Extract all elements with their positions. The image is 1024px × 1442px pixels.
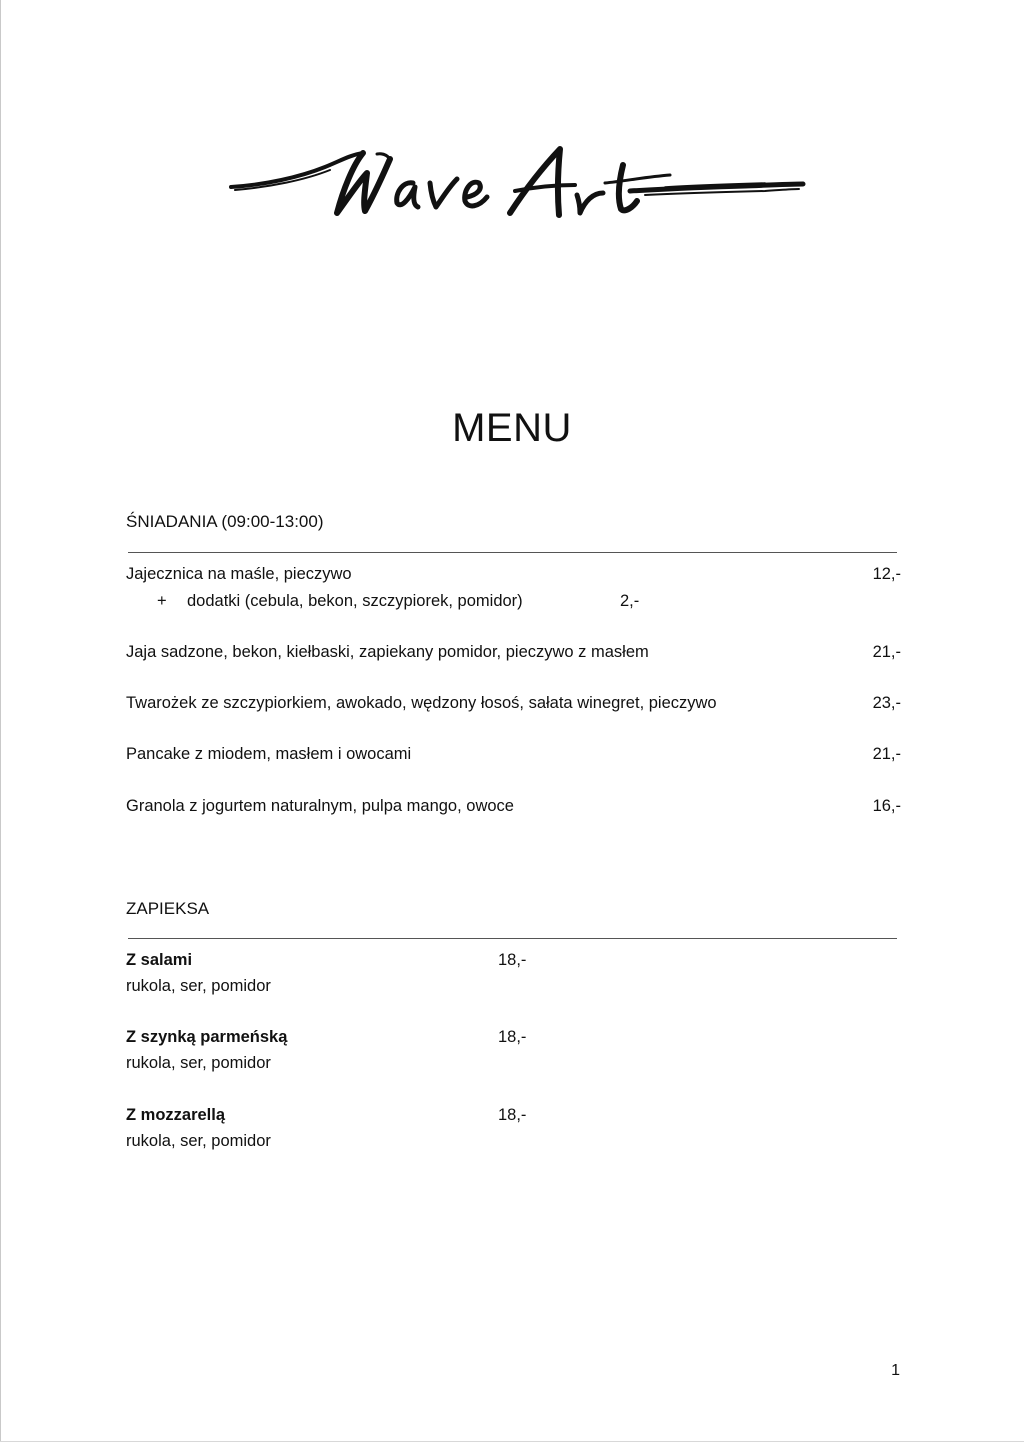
addon-text: dodatki (cebula, bekon, szczypiorek, pomidor) xyxy=(187,592,523,610)
breakfast-heading: ŚNIADANIA (09:00-13:00) xyxy=(126,512,324,531)
zapieksa-divider xyxy=(128,938,897,939)
zapieksa-item-desc: rukola, ser, pomidor xyxy=(126,1054,271,1072)
breakfast-item-price: 23,- xyxy=(872,694,901,712)
breakfast-item-price: 16,- xyxy=(872,797,901,815)
zapieksa-item-price: 18,- xyxy=(498,951,527,969)
zapieksa-item-name: Z szynką parmeńską xyxy=(126,1028,288,1046)
breakfast-item-price: 21,- xyxy=(872,643,901,661)
wave-art-logo xyxy=(225,135,810,235)
zapieksa-item-desc: rukola, ser, pomidor xyxy=(126,977,271,995)
addon-bullet: + xyxy=(157,592,167,610)
breakfast-divider xyxy=(128,552,897,553)
page-left-edge xyxy=(0,0,1,1442)
breakfast-item-name: Jaja sadzone, bekon, kiełbaski, zapiekany pomidor, pieczywo z masłem xyxy=(126,643,649,661)
breakfast-item-name: Twarożek ze szczypiorkiem, awokado, wędzony łosoś, sałata winegret, pieczywo xyxy=(126,694,717,712)
zapieksa-item-price: 18,- xyxy=(498,1028,527,1046)
zapieksa-heading: ZAPIEKSA xyxy=(126,899,210,918)
breakfast-item-price: 12,- xyxy=(872,565,901,583)
zapieksa-item-desc: rukola, ser, pomidor xyxy=(126,1132,271,1150)
breakfast-item-name: Jajecznica na maśle, pieczywo xyxy=(126,565,352,583)
zapieksa-item-name: Z mozzarellą xyxy=(126,1106,226,1124)
menu-title: MENU xyxy=(452,406,572,450)
addon-price: 2,- xyxy=(620,592,640,610)
zapieksa-item-name: Z salami xyxy=(126,951,193,969)
breakfast-item-price: 21,- xyxy=(872,745,901,763)
zapieksa-item-price: 18,- xyxy=(498,1106,527,1124)
breakfast-item-name: Granola z jogurtem naturalnym, pulpa mango, owoce xyxy=(126,797,514,815)
page-number: 1 xyxy=(891,1362,900,1379)
breakfast-item-name: Pancake z miodem, masłem i owocami xyxy=(126,745,412,763)
